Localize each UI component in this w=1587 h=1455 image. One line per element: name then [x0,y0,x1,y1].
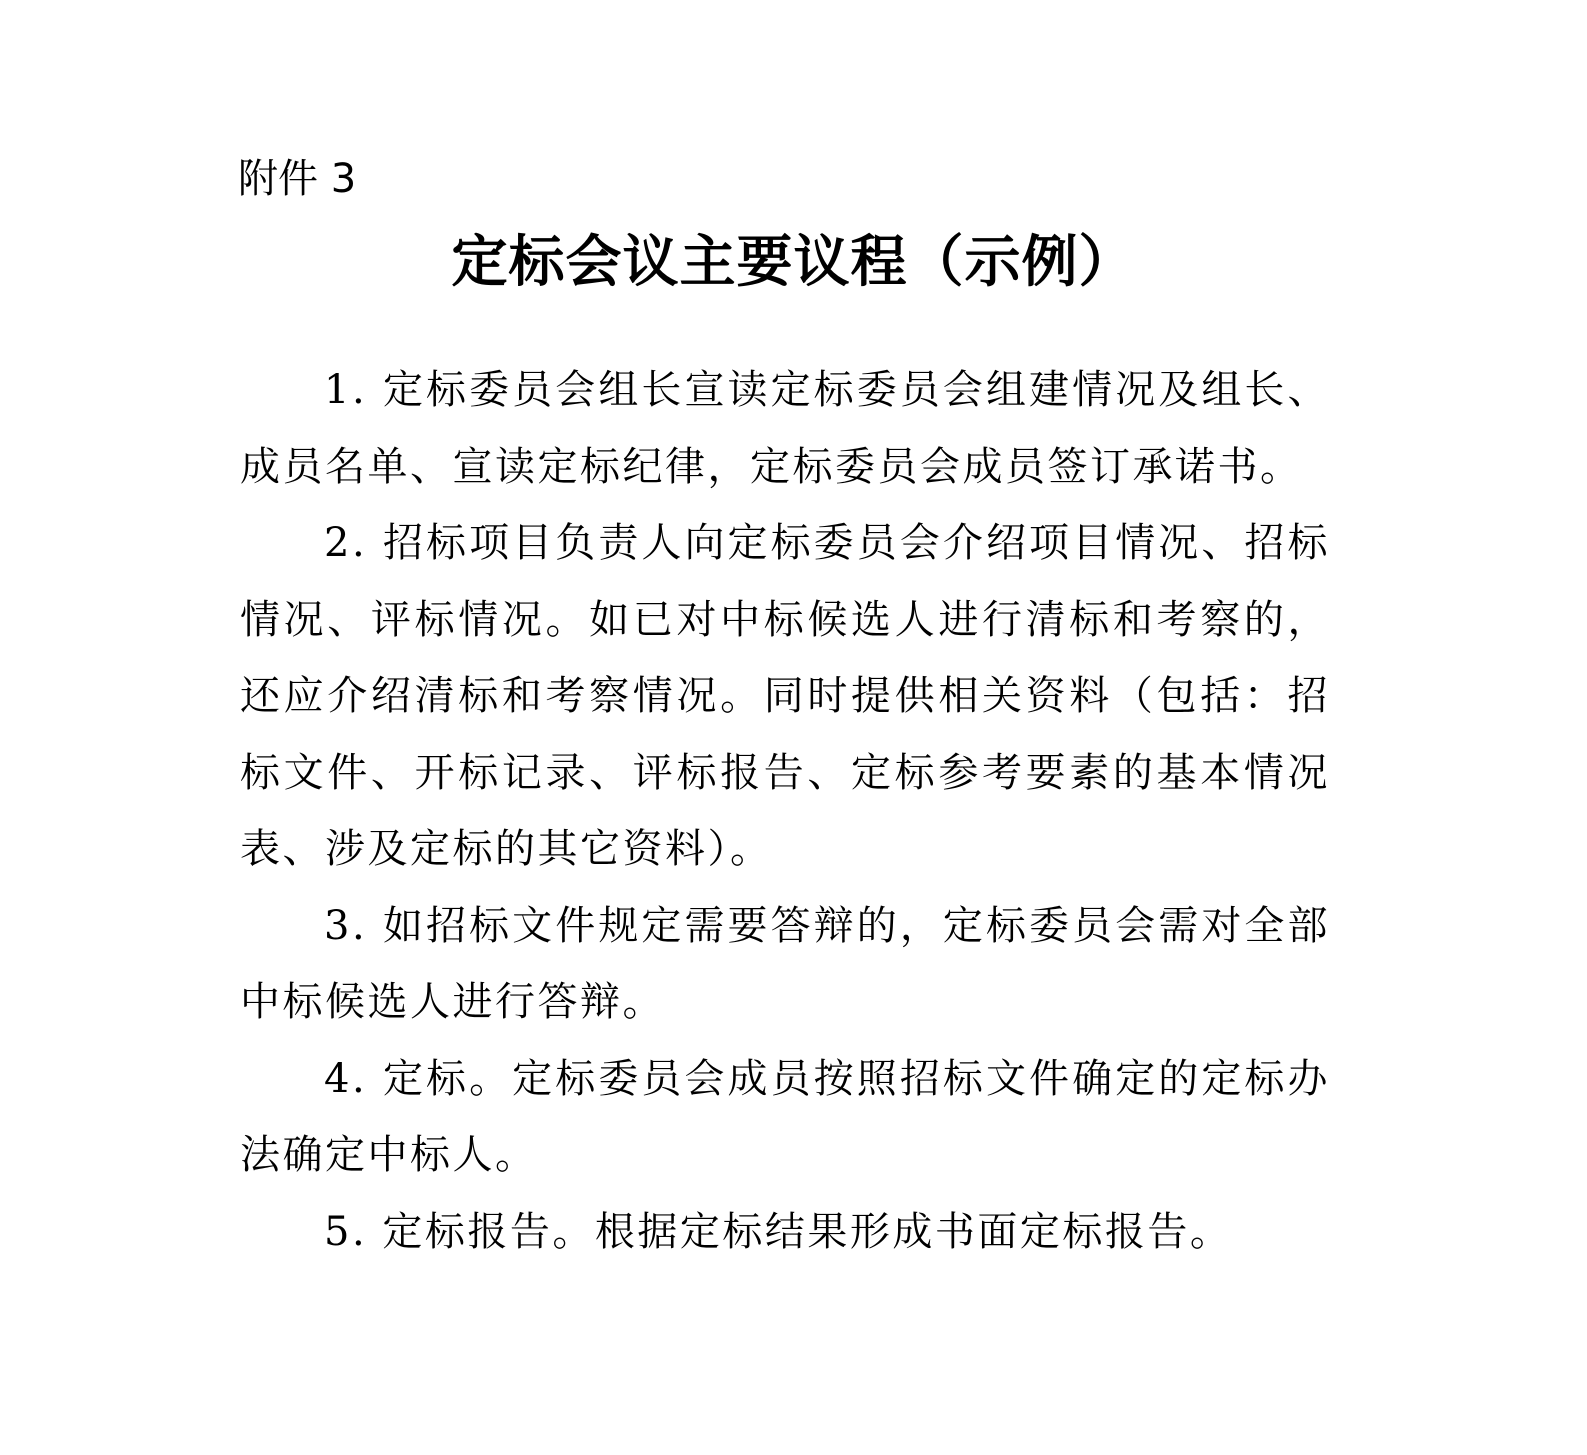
agenda-item-1: 1. 定标委员会组长宣读定标委员会组建情况及组长、成员名单、宣读定标纪律，定标委员会成员签订承诺书。 [240,367,1330,490]
agenda-item-5: 5. 定标报告。根据定标结果形成书面定标报告。 [324,1208,1233,1255]
attachment-label: 附件 3 [238,156,357,202]
agenda-item-4: 4. 定标。定标委员会成员按照招标文件确定的定标办法确定中标人。 [240,1055,1330,1178]
document-title: 定标会议主要议程（示例） [451,230,1136,295]
agenda-item-3: 3. 如招标文件规定需要答辩的，定标委员会需对全部中标候选人进行答辩。 [240,902,1330,1025]
agenda-item-2: 2. 招标项目负责人向定标委员会介绍项目情况、招标情况、评标情况。如已对中标候选人进行清标和考察的，还应介绍清标和考察情况。同时提供相关资料（包括：招标文件、开标记录、评标报告、定标参考要素的基本情况表、涉及定标的其它资料）。 [240,520,1330,872]
agenda-body [240,352,1330,1270]
